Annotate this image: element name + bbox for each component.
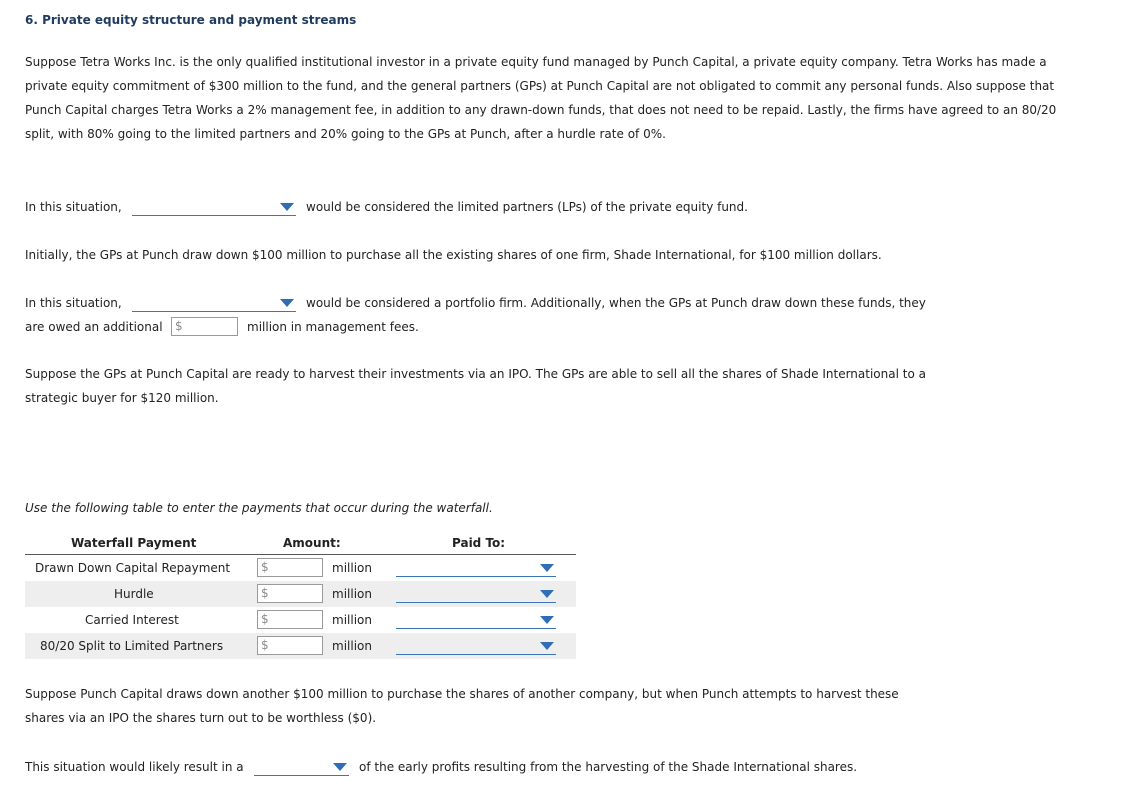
currency-symbol: $	[261, 560, 269, 574]
q2-prefix: In this situation,	[25, 296, 122, 310]
q3-prefix: This situation would likely result in a	[25, 760, 244, 774]
q1-prefix: In this situation,	[25, 200, 122, 214]
table-row	[25, 633, 576, 659]
harvest-paragraph: Suppose the GPs at Punch Capital are ready to harvest their investments via an IPO. The GPs are able to sell all the shares of Shade International to a strategic buyer for $120 million.	[25, 367, 926, 405]
currency-symbol: $	[261, 586, 269, 600]
row-label: Drawn Down Capital Repayment	[35, 561, 231, 575]
q2-line2-prefix: are owed an additional	[25, 320, 163, 334]
row-label: Hurdle	[114, 587, 154, 601]
header-paid-to: Paid To:	[452, 536, 506, 550]
header-amount: Amount:	[283, 536, 341, 550]
q2-suffix: would be considered a portfolio firm. Additionally, when the GPs at Punch draw down these funds, they	[306, 296, 926, 310]
table-row	[25, 555, 576, 581]
q2-line2-suffix: million in management fees.	[247, 320, 419, 334]
initially-paragraph: Initially, the GPs at Punch draw down $100 million to purchase all the existing shares of one firm, Shade International, for $100 million dollars.	[25, 248, 882, 262]
currency-symbol: $	[261, 612, 269, 626]
hurdle-amount-input[interactable]	[270, 586, 318, 601]
header-waterfall-payment: Waterfall Payment	[71, 536, 197, 550]
table-row	[25, 581, 576, 607]
caret-down-icon	[540, 616, 554, 624]
table-header	[25, 532, 576, 555]
amount-input-box	[257, 558, 323, 577]
carried-interest-amount-input[interactable]	[270, 612, 318, 627]
worthless-paragraph: Suppose Punch Capital draws down another $100 million to purchase the shares of another company, but when Punch attempts to harvest these shares via an IPO the shares turn out to be worthless ($0).	[25, 687, 899, 725]
split-paid-to-dropdown[interactable]	[396, 637, 556, 655]
row-label: Carried Interest	[85, 613, 179, 627]
row-label: 80/20 Split to Limited Partners	[40, 639, 224, 653]
currency-symbol: $	[261, 638, 269, 652]
hurdle-paid-to-dropdown[interactable]	[396, 585, 556, 603]
caret-down-icon	[540, 642, 554, 650]
q3-suffix: of the early profits resulting from the harvesting of the Shade International shares.	[359, 760, 858, 774]
unit-label: million	[332, 587, 372, 601]
limited-partners-dropdown[interactable]	[132, 198, 296, 216]
intro-paragraph: Suppose Tetra Works Inc. is the only qualified institutional investor in a private equity fund managed by Punch Capital, a private equity company. Tetra Works has made a private equity commitment of $300 million to the fund, and the general partners (GPs) at Punch Capital are not obligated to commit any personal funds. Also suppose that Punch Capital charges Tetra Works a 2% management fee, in addition to any drawn-down funds, that does not need to be repaid. Lastly, the firms have agreed to an 80/20 split, with 80% going to the limited partners and 20% going to the GPs at Punch, after a hurdle rate of 0%.	[25, 55, 1057, 141]
caret-down-icon	[540, 564, 554, 572]
q1-suffix: would be considered the limited partners (LPs) of the private equity fund.	[306, 200, 748, 214]
split-amount-input[interactable]	[270, 638, 318, 653]
amount-input-box	[257, 610, 323, 629]
unit-label: million	[332, 613, 372, 627]
caret-down-icon	[280, 203, 294, 211]
drawn-down-paid-to-dropdown[interactable]	[396, 559, 556, 577]
table-row	[25, 607, 576, 633]
carried-interest-paid-to-dropdown[interactable]	[396, 611, 556, 629]
caret-down-icon	[540, 590, 554, 598]
unit-label: million	[332, 639, 372, 653]
amount-input-box	[257, 584, 323, 603]
clawback-dropdown[interactable]	[254, 758, 349, 776]
portfolio-firm-dropdown[interactable]	[132, 294, 296, 312]
caret-down-icon	[280, 299, 294, 307]
page-title: 6. Private equity structure and payment streams	[25, 13, 357, 27]
management-fee-input[interactable]	[184, 319, 233, 334]
amount-input-box	[257, 636, 323, 655]
waterfall-table	[25, 532, 576, 659]
caret-down-icon	[333, 763, 347, 771]
currency-symbol: $	[175, 319, 183, 333]
drawn-down-amount-input[interactable]	[270, 560, 318, 575]
management-fee-input-box	[171, 317, 238, 336]
table-instructions: Use the following table to enter the payments that occur during the waterfall.	[25, 501, 493, 515]
unit-label: million	[332, 561, 372, 575]
